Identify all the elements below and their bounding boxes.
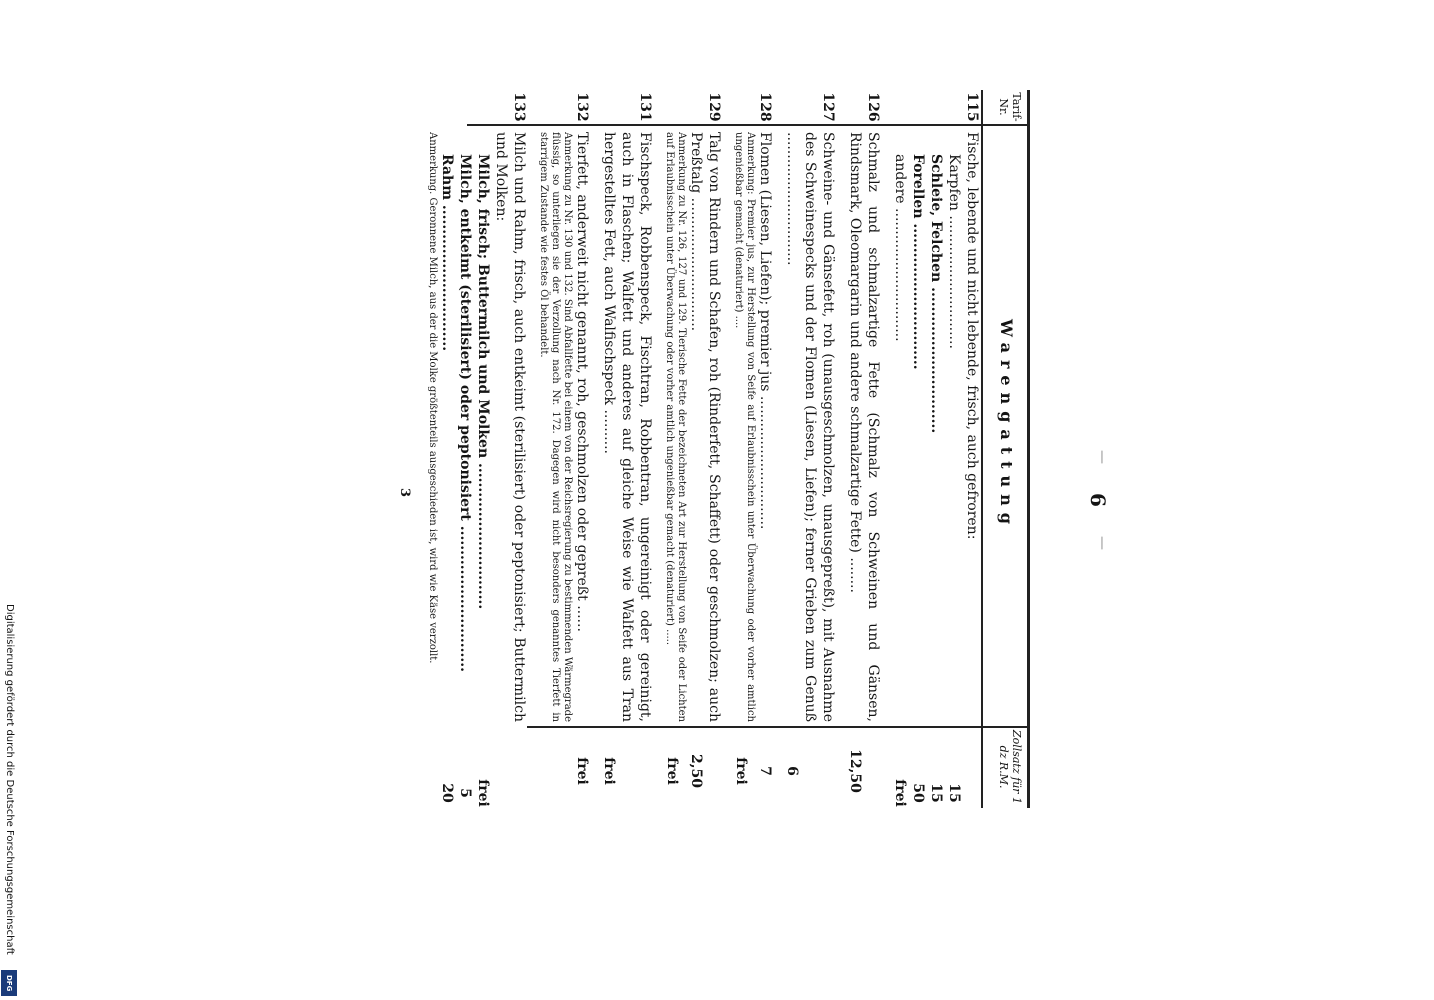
ware-description: Schleie, Felchen ..............................	[928, 154, 944, 434]
credit-text: Digitalisierung gefördert durch die Deutsche Forschungsgemeinschaft	[4, 604, 15, 955]
column-divider	[527, 726, 1027, 728]
annotation-note: Anmerkung. Geronnene Milch, aus der die Molke größtenteils ausgeschieden ist, wird wie Käse verzollt.	[427, 132, 438, 664]
header-warengattung: Warengattung	[997, 319, 1016, 531]
table-row	[537, 90, 573, 808]
ware-description: Flomen (Liesen, Liefen); premier jus ..............................	[757, 132, 773, 530]
digitization-credit	[0, 604, 18, 996]
row-gap	[882, 90, 891, 808]
row-gap	[723, 90, 732, 808]
row-gap	[591, 90, 600, 808]
page-number-text: 6	[1086, 493, 1110, 507]
zollsatz-cell: 7	[757, 766, 773, 776]
ware-description: Fischspeck, Robbenspeck, Fischtran, Robbentran, ungereinigt oder gereinigt, auch in Flaschen; Walfett und anderes auf gleiche Weise wie Walfett aus Tran hergestelltes Fett, auch Walfischspeck ..........	[601, 132, 653, 722]
tarif-nr-cell: 133	[511, 92, 527, 122]
ware-description: Milch und Rahm, frisch, auch entkeimt (sterilisiert) oder peptonisiert; Buttermilch und Molken:	[493, 132, 527, 722]
ware-description: Forellen ..............................	[910, 154, 926, 370]
ware-description: Fische, lebende und nicht lebende, frisch, auch gefroren:	[964, 132, 980, 540]
table-row	[492, 90, 528, 808]
row-gap	[837, 90, 846, 808]
header-tarif-nr: Tarif-Nr.	[997, 92, 1023, 122]
table-row	[573, 90, 591, 808]
annotation-note: Anmerkung zu Nr. 126, 127 und 129. Tierische Fette der bezeichneten Art zur Herstellung von Seife oder Lichten auf Erlaubnisschein unter Überwachung oder vorher amtlich ungenießbar gemacht (denaturiert) .....	[664, 132, 687, 722]
table-row	[426, 90, 438, 808]
column-divider	[467, 124, 1027, 126]
tarif-nr-cell: 129	[706, 92, 722, 122]
table-row	[663, 90, 687, 808]
ware-description: Schmalz und schmalzartige Fette (Schmalz von Schweinen und Gänsen, Rindsmark, Oleomargarin und andere schmalzartige Fette) ........	[847, 132, 881, 722]
row-gap	[774, 90, 783, 808]
table-row	[783, 90, 837, 808]
zollsatz-cell: 2,50	[688, 753, 704, 789]
dfg-logo-icon: DFG	[1, 970, 17, 996]
zollsatz-cell: frei	[601, 757, 617, 785]
zollsatz-cell: frei	[664, 757, 680, 785]
row-gap	[528, 90, 537, 808]
table-row	[963, 90, 981, 808]
zollsatz-cell: 6	[784, 766, 800, 776]
table-header	[981, 90, 1030, 808]
zollsatz-cell: 15	[946, 783, 962, 803]
signature-mark: 3	[397, 488, 412, 498]
table-row	[945, 90, 963, 808]
ware-description: Milch, entkeimt (sterilisiert) oder peptonisiert ..............................	[457, 154, 473, 672]
header-zollsatz: Zollsatz für 1 dz R.M.	[997, 729, 1023, 805]
ware-description: Rahm ..............................	[439, 154, 455, 352]
tarif-nr-cell: 126	[865, 92, 881, 122]
zollsatz-cell: 5	[457, 788, 473, 798]
ware-description: Schweine- und Gänsefett, roh (unausgeschmolzen, unausgepreßt), mit Ausnahme des Schweinespecks und der Flomen (Liesen, Liefen); ferner Grieben zum Genuß ..............................	[784, 132, 836, 722]
ware-description: andere ..............................	[892, 154, 908, 342]
tarif-nr-cell: 115	[964, 92, 980, 122]
zollsatz-cell: 20	[439, 783, 455, 803]
table-body	[426, 90, 981, 808]
tarif-nr-cell: 132	[574, 92, 590, 122]
zollsatz-cell: 50	[910, 783, 926, 803]
ware-description: Karpfen ..............................	[946, 154, 962, 349]
annotation-note: Anmerkung: Premier jus, zur Herstellung von Seife auf Erlaubnisschein unter Überwachung oder vorher amtlich ungenießbar gemacht (denaturiert) ....	[733, 132, 756, 722]
zollsatz-cell: 12,50	[847, 749, 863, 793]
zollsatz-cell: frei	[475, 779, 491, 807]
table-row	[846, 90, 882, 808]
zollsatz-cell: frei	[733, 757, 749, 785]
ware-description: Milch, frisch; Buttermilch und Molken ..............................	[475, 154, 491, 610]
zollsatz-cell: frei	[574, 757, 590, 785]
table-row	[756, 90, 774, 808]
tarif-nr-cell: 127	[820, 92, 836, 122]
ware-description: Tierfett, anderweit nicht genannt, roh, geschmolzen oder gepreßt ......	[574, 132, 590, 632]
table-row	[927, 90, 945, 808]
row-gap	[654, 90, 663, 808]
table-row	[909, 90, 927, 808]
zollsatz-cell: frei	[892, 779, 908, 807]
table-row	[438, 90, 456, 808]
rotated-page	[322, 0, 1112, 1000]
tariff-table	[426, 90, 1030, 808]
table-row	[456, 90, 474, 808]
table-row	[474, 90, 492, 808]
tarif-nr-cell: 128	[757, 92, 773, 122]
page-number: — 6 —	[1086, 450, 1110, 550]
table-row	[600, 90, 654, 808]
ware-description: Talg von Rindern und Schafen, roh (Rinderfett, Schaffett) oder geschmolzen; auch Preßtalg ..............................	[688, 132, 722, 722]
table-row	[732, 90, 756, 808]
annotation-note: Anmerkung zu Nr. 130 und 132. Sind Abfallfette bei einem von der Reichsregierung zu bestimmenden Wärmegrade flüssig, so unterliegen sie der Verzollung nach Nr. 172. Dagegen wird nicht besonders genanntes Tierfett in starrigem Zustande wie festes Öl behandelt.	[538, 132, 573, 722]
tarif-nr-cell: 131	[637, 92, 653, 122]
table-row	[891, 90, 909, 808]
zollsatz-cell: 15	[928, 783, 944, 803]
table-row	[687, 90, 723, 808]
